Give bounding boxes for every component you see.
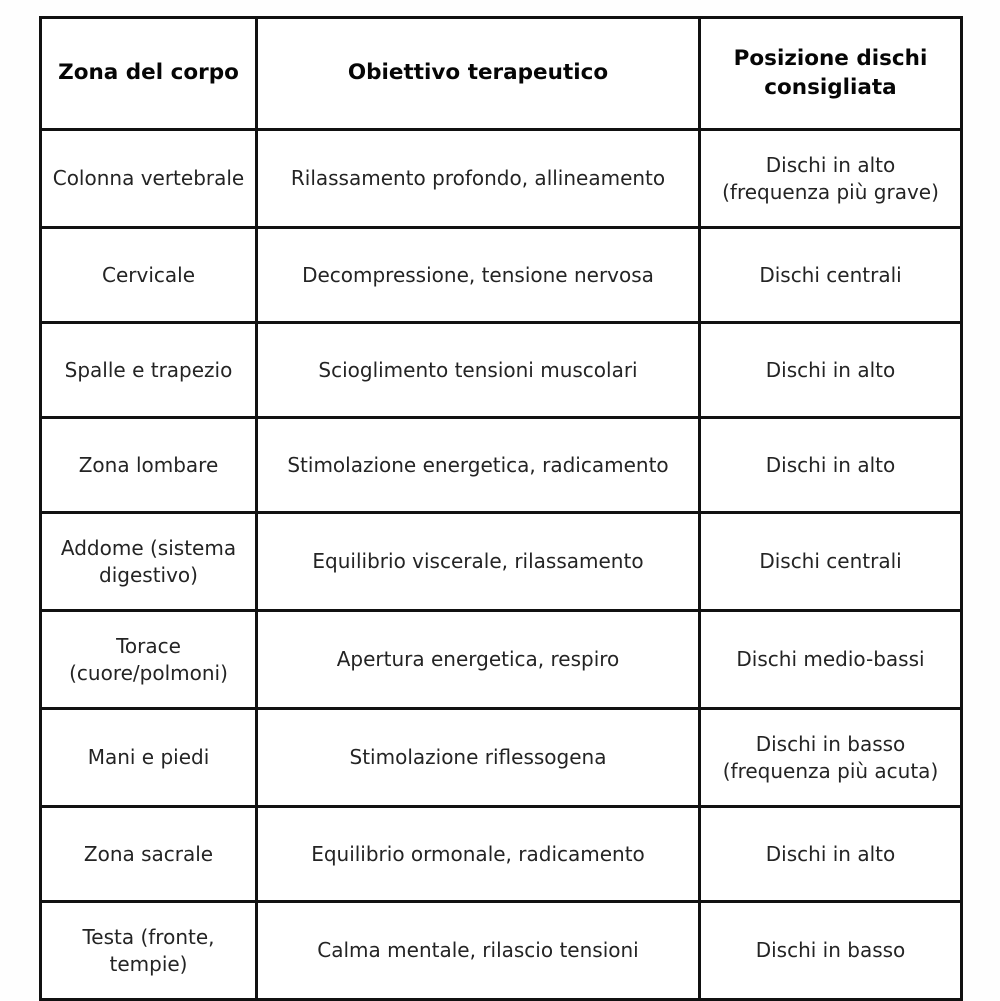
cell-zone: Testa (fronte, tempie) <box>41 902 257 1000</box>
table-row <box>41 130 962 228</box>
cell-position: Dischi in alto (frequenza più grave) <box>700 130 962 228</box>
cell-position: Dischi centrali <box>700 228 962 323</box>
cell-goal: Apertura energetica, respiro <box>257 611 700 709</box>
body-zones-table <box>39 16 963 1001</box>
table-row <box>41 228 962 323</box>
cell-zone: Addome (sistema digestivo) <box>41 513 257 611</box>
table-body <box>41 130 962 1000</box>
column-header-goal: Obiettivo terapeutico <box>257 18 700 130</box>
table-row <box>41 513 962 611</box>
cell-goal: Rilassamento profondo, allineamento <box>257 130 700 228</box>
table-row <box>41 611 962 709</box>
cell-position: Dischi in alto <box>700 323 962 418</box>
cell-zone: Mani e piedi <box>41 709 257 807</box>
column-header-position: Posizione dischi consigliata <box>700 18 962 130</box>
cell-position: Dischi in alto <box>700 807 962 902</box>
table-row <box>41 709 962 807</box>
cell-zone: Spalle e trapezio <box>41 323 257 418</box>
cell-zone: Colonna vertebrale <box>41 130 257 228</box>
cell-goal: Stimolazione riflessogena <box>257 709 700 807</box>
cell-goal: Decompressione, tensione nervosa <box>257 228 700 323</box>
cell-zone: Cervicale <box>41 228 257 323</box>
cell-goal: Scioglimento tensioni muscolari <box>257 323 700 418</box>
cell-position: Dischi in basso <box>700 902 962 1000</box>
table-row <box>41 807 962 902</box>
cell-zone: Zona sacrale <box>41 807 257 902</box>
cell-position: Dischi in alto <box>700 418 962 513</box>
cell-position: Dischi centrali <box>700 513 962 611</box>
column-header-zone: Zona del corpo <box>41 18 257 130</box>
table-row <box>41 902 962 1000</box>
cell-goal: Equilibrio viscerale, rilassamento <box>257 513 700 611</box>
cell-position: Dischi medio-bassi <box>700 611 962 709</box>
cell-position: Dischi in basso (frequenza più acuta) <box>700 709 962 807</box>
cell-goal: Stimolazione energetica, radicamento <box>257 418 700 513</box>
table-container <box>39 16 960 985</box>
table-header <box>41 18 962 130</box>
cell-goal: Calma mentale, rilascio tensioni <box>257 902 700 1000</box>
table-header-row <box>41 18 962 130</box>
cell-zone: Zona lombare <box>41 418 257 513</box>
table-row <box>41 323 962 418</box>
table-row <box>41 418 962 513</box>
cell-zone: Torace (cuore/polmoni) <box>41 611 257 709</box>
cell-goal: Equilibrio ormonale, radicamento <box>257 807 700 902</box>
